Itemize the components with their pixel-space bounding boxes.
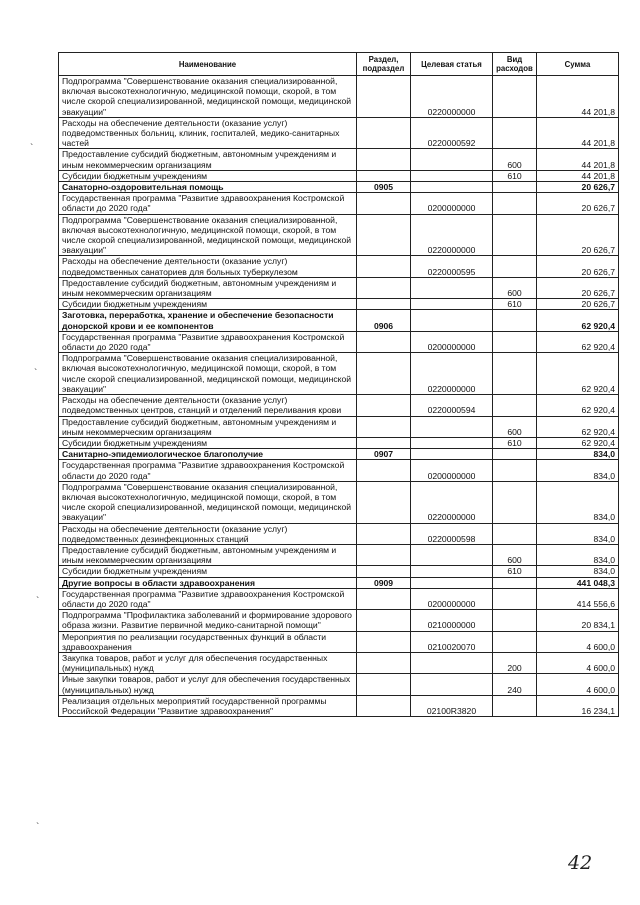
row-name-cell: Подпрограмма "Профилактика заболеваний и формирование здорового образа жизни. Развитие первичной медико-санитарной помощи": [59, 610, 357, 631]
header-article: Целевая статья: [411, 53, 493, 76]
row-expense-cell: [493, 76, 537, 118]
table-row: [59, 182, 619, 193]
table-row: [59, 310, 619, 331]
table-row: [59, 577, 619, 588]
row-expense-cell: [493, 588, 537, 609]
row-expense-cell: [493, 610, 537, 631]
row-section-cell: [357, 193, 411, 214]
row-section-cell: [357, 523, 411, 544]
row-section-cell: 0909: [357, 577, 411, 588]
row-section-cell: [357, 395, 411, 416]
row-expense-cell: [493, 481, 537, 523]
row-article-cell: [411, 577, 493, 588]
row-section-cell: [357, 695, 411, 716]
row-name-cell: Подпрограмма "Совершенствование оказания специализированной, включая высокотехнологичную, медицинской помощи, скорой, в том числе скорой специализированной, медицинской помощи, медицинской эвакуации": [59, 76, 357, 118]
row-name-cell: Расходы на обеспечение деятельности (оказание услуг) подведомственных санаториев для больных туберкулезом: [59, 256, 357, 277]
table-row: [59, 588, 619, 609]
row-name-cell: Санитарно-эпидемиологическое благополучие: [59, 449, 357, 460]
row-name-cell: Предоставление субсидий бюджетным, автономным учреждениям и иным некоммерческим организациям: [59, 544, 357, 565]
row-article-cell: 0220000000: [411, 353, 493, 395]
table-row: [59, 449, 619, 460]
row-name-cell: Иные закупки товаров, работ и услуг для обеспечения государственных (муниципальных) нужд: [59, 674, 357, 695]
table-row: [59, 566, 619, 577]
row-name-cell: Подпрограмма "Совершенствование оказания специализированной, включая высокотехнологичную, медицинской помощи, скорой, в том числе скорой специализированной, медицинской помощи, медицинской эвакуации": [59, 214, 357, 256]
row-section-cell: [357, 76, 411, 118]
row-sum-cell: 441 048,3: [537, 577, 619, 588]
row-sum-cell: 834,0: [537, 481, 619, 523]
row-section-cell: [357, 117, 411, 149]
table-row: [59, 481, 619, 523]
row-sum-cell: 4 600,0: [537, 631, 619, 652]
row-section-cell: [357, 460, 411, 481]
table-row: [59, 652, 619, 673]
row-sum-cell: 44 201,8: [537, 117, 619, 149]
row-expense-cell: [493, 395, 537, 416]
row-expense-cell: [493, 310, 537, 331]
row-sum-cell: 4 600,0: [537, 674, 619, 695]
margin-tick-mark: `: [36, 596, 40, 607]
table-row: [59, 277, 619, 298]
row-sum-cell: 20 626,7: [537, 256, 619, 277]
row-expense-cell: [493, 577, 537, 588]
row-section-cell: [357, 214, 411, 256]
row-expense-cell: 610: [493, 170, 537, 181]
row-article-cell: 0220000000: [411, 214, 493, 256]
row-section-cell: [357, 353, 411, 395]
table-header-row: [59, 53, 619, 76]
row-name-cell: Расходы на обеспечение деятельности (оказание услуг) подведомственных дезинфекционных станций: [59, 523, 357, 544]
row-sum-cell: 414 556,6: [537, 588, 619, 609]
row-section-cell: [357, 588, 411, 609]
row-name-cell: Заготовка, переработка, хранение и обеспечение безопасности донорской крови и ее компонентов: [59, 310, 357, 331]
row-expense-cell: 610: [493, 299, 537, 310]
row-section-cell: [357, 437, 411, 448]
row-article-cell: 0210020070: [411, 631, 493, 652]
row-sum-cell: 20 626,7: [537, 299, 619, 310]
row-expense-cell: [493, 353, 537, 395]
row-name-cell: Субсидии бюджетным учреждениям: [59, 437, 357, 448]
row-name-cell: Субсидии бюджетным учреждениям: [59, 566, 357, 577]
row-name-cell: Мероприятия по реализации государственных функций в области здравоохранения: [59, 631, 357, 652]
row-expense-cell: 600: [493, 149, 537, 170]
row-article-cell: [411, 652, 493, 673]
row-sum-cell: 20 626,7: [537, 193, 619, 214]
row-expense-cell: [493, 523, 537, 544]
header-section: Раздел, подраздел: [357, 53, 411, 76]
row-name-cell: Санаторно-оздоровительная помощь: [59, 182, 357, 193]
row-sum-cell: 44 201,8: [537, 76, 619, 118]
row-expense-cell: 600: [493, 544, 537, 565]
row-article-cell: [411, 310, 493, 331]
row-section-cell: 0905: [357, 182, 411, 193]
page-number: 42: [568, 852, 593, 874]
row-section-cell: [357, 631, 411, 652]
row-expense-cell: [493, 117, 537, 149]
row-name-cell: Субсидии бюджетным учреждениям: [59, 170, 357, 181]
row-expense-cell: 240: [493, 674, 537, 695]
row-sum-cell: 62 920,4: [537, 416, 619, 437]
row-article-cell: 0220000000: [411, 76, 493, 118]
row-expense-cell: [493, 695, 537, 716]
row-section-cell: [357, 674, 411, 695]
table-row: [59, 149, 619, 170]
row-name-cell: Закупка товаров, работ и услуг для обеспечения государственных (муниципальных) нужд: [59, 652, 357, 673]
row-article-cell: 0220000000: [411, 481, 493, 523]
table-row: [59, 117, 619, 149]
header-expense: Вид расходов: [493, 53, 537, 76]
table-row: [59, 523, 619, 544]
row-section-cell: 0906: [357, 310, 411, 331]
header-sum: Сумма: [537, 53, 619, 76]
table-row: [59, 256, 619, 277]
table-row: [59, 76, 619, 118]
row-article-cell: 0200000000: [411, 588, 493, 609]
row-section-cell: [357, 652, 411, 673]
row-name-cell: Расходы на обеспечение деятельности (оказание услуг) подведомственных центров, станций и отделений переливания крови: [59, 395, 357, 416]
row-sum-cell: 44 201,8: [537, 149, 619, 170]
table-row: [59, 695, 619, 716]
row-sum-cell: 20 834,1: [537, 610, 619, 631]
row-sum-cell: 20 626,7: [537, 214, 619, 256]
row-expense-cell: 600: [493, 277, 537, 298]
table-row: [59, 460, 619, 481]
row-expense-cell: 600: [493, 416, 537, 437]
table-row: [59, 193, 619, 214]
row-sum-cell: 62 920,4: [537, 310, 619, 331]
table-row: [59, 170, 619, 181]
row-name-cell: Предоставление субсидий бюджетным, автономным учреждениям и иным некоммерческим организациям: [59, 149, 357, 170]
table-row: [59, 353, 619, 395]
row-article-cell: 0220000594: [411, 395, 493, 416]
row-article-cell: [411, 170, 493, 181]
margin-tick-mark: `: [36, 822, 40, 833]
row-sum-cell: 834,0: [537, 449, 619, 460]
row-article-cell: [411, 544, 493, 565]
row-section-cell: [357, 299, 411, 310]
row-sum-cell: 16 234,1: [537, 695, 619, 716]
row-name-cell: Предоставление субсидий бюджетным, автономным учреждениям и иным некоммерческим организациям: [59, 416, 357, 437]
row-name-cell: Подпрограмма "Совершенствование оказания специализированной, включая высокотехнологичную, медицинской помощи, скорой, в том числе скорой специализированной, медицинской помощи, медицинской эвакуации": [59, 481, 357, 523]
row-article-cell: 0200000000: [411, 193, 493, 214]
row-name-cell: Подпрограмма "Совершенствование оказания специализированной, включая высокотехнологичную, медицинской помощи, скорой, в том числе скорой специализированной, медицинской помощи, медицинской эвакуации": [59, 353, 357, 395]
row-name-cell: Государственная программа "Развитие здравоохранения Костромской области до 2020 года": [59, 331, 357, 352]
row-article-cell: [411, 277, 493, 298]
row-article-cell: 0220000592: [411, 117, 493, 149]
table-row: [59, 674, 619, 695]
budget-table-page: [58, 52, 618, 717]
row-article-cell: [411, 449, 493, 460]
row-section-cell: [357, 481, 411, 523]
row-sum-cell: 834,0: [537, 566, 619, 577]
row-article-cell: 0200000000: [411, 331, 493, 352]
table-row: [59, 437, 619, 448]
row-sum-cell: 62 920,4: [537, 353, 619, 395]
table-row: [59, 610, 619, 631]
row-expense-cell: [493, 331, 537, 352]
row-sum-cell: 834,0: [537, 544, 619, 565]
row-sum-cell: 62 920,4: [537, 331, 619, 352]
row-sum-cell: 44 201,8: [537, 170, 619, 181]
row-expense-cell: [493, 460, 537, 481]
margin-tick-mark: `: [30, 143, 34, 154]
row-expense-cell: [493, 214, 537, 256]
row-section-cell: [357, 416, 411, 437]
table-row: [59, 299, 619, 310]
row-sum-cell: 62 920,4: [537, 395, 619, 416]
row-article-cell: [411, 416, 493, 437]
margin-tick-mark: `: [34, 368, 38, 379]
header-name: Наименование: [59, 53, 357, 76]
row-article-cell: [411, 674, 493, 695]
table-row: [59, 214, 619, 256]
row-name-cell: Субсидии бюджетным учреждениям: [59, 299, 357, 310]
row-section-cell: [357, 566, 411, 577]
row-article-cell: 0210000000: [411, 610, 493, 631]
row-name-cell: Государственная программа "Развитие здравоохранения Костромской области до 2020 года": [59, 588, 357, 609]
row-article-cell: [411, 182, 493, 193]
row-name-cell: Государственная программа "Развитие здравоохранения Костромской области до 2020 года": [59, 460, 357, 481]
row-article-cell: 0220000595: [411, 256, 493, 277]
row-section-cell: [357, 544, 411, 565]
row-sum-cell: 20 626,7: [537, 277, 619, 298]
row-sum-cell: 4 600,0: [537, 652, 619, 673]
row-article-cell: [411, 437, 493, 448]
row-name-cell: Государственная программа "Развитие здравоохранения Костромской области до 2020 года": [59, 193, 357, 214]
row-expense-cell: 610: [493, 437, 537, 448]
row-section-cell: [357, 149, 411, 170]
row-article-cell: [411, 566, 493, 577]
row-expense-cell: [493, 631, 537, 652]
table-row: [59, 544, 619, 565]
row-sum-cell: 20 626,7: [537, 182, 619, 193]
row-expense-cell: [493, 182, 537, 193]
row-section-cell: [357, 610, 411, 631]
row-name-cell: Расходы на обеспечение деятельности (оказание услуг) подведомственных больниц, клиник, госпиталей, медико-санитарных частей: [59, 117, 357, 149]
row-section-cell: [357, 170, 411, 181]
row-article-cell: 0220000598: [411, 523, 493, 544]
row-expense-cell: 200: [493, 652, 537, 673]
row-section-cell: [357, 277, 411, 298]
row-name-cell: Предоставление субсидий бюджетным, автономным учреждениям и иным некоммерческим организациям: [59, 277, 357, 298]
row-expense-cell: [493, 256, 537, 277]
row-expense-cell: [493, 449, 537, 460]
row-name-cell: Реализация отдельных мероприятий государственной программы Российской Федерации "Развитие здравоохранения": [59, 695, 357, 716]
row-expense-cell: [493, 193, 537, 214]
budget-table: [58, 52, 619, 717]
row-article-cell: [411, 149, 493, 170]
table-row: [59, 416, 619, 437]
row-article-cell: 02100R3820: [411, 695, 493, 716]
row-name-cell: Другие вопросы в области здравоохранения: [59, 577, 357, 588]
row-sum-cell: 834,0: [537, 523, 619, 544]
row-expense-cell: 610: [493, 566, 537, 577]
row-section-cell: [357, 331, 411, 352]
row-sum-cell: 834,0: [537, 460, 619, 481]
table-body: [59, 76, 619, 717]
row-article-cell: [411, 299, 493, 310]
table-row: [59, 395, 619, 416]
row-section-cell: [357, 256, 411, 277]
row-section-cell: 0907: [357, 449, 411, 460]
row-sum-cell: 62 920,4: [537, 437, 619, 448]
table-row: [59, 331, 619, 352]
table-row: [59, 631, 619, 652]
row-article-cell: 0200000000: [411, 460, 493, 481]
